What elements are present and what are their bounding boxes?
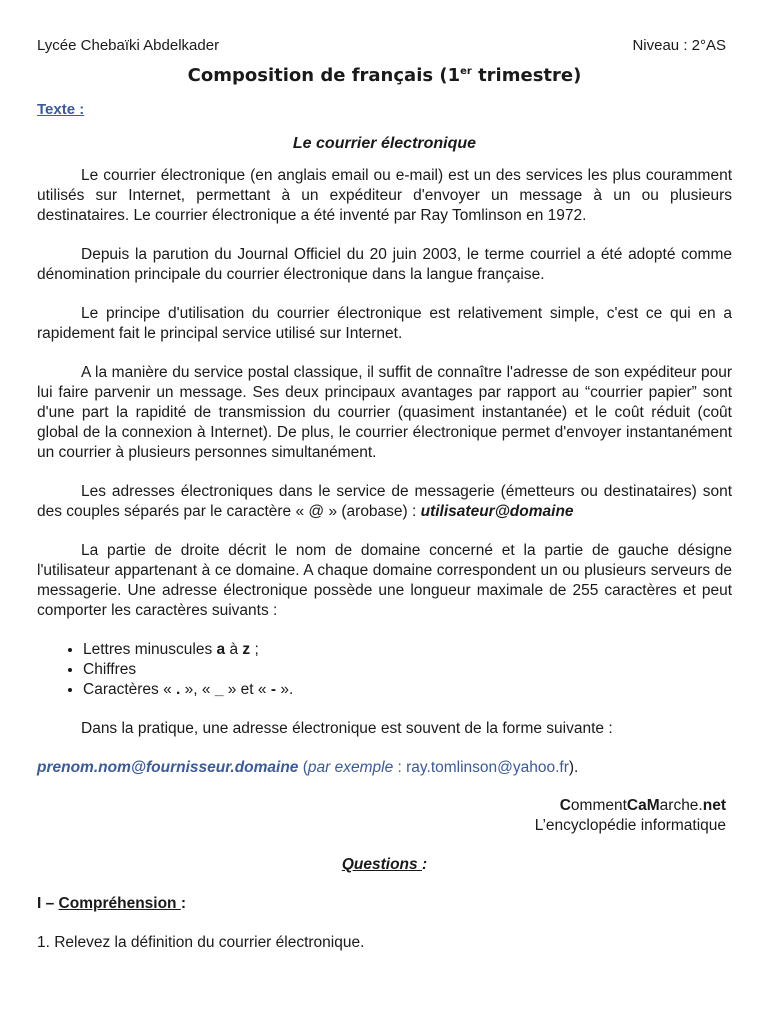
source-subtitle: L’encyclopédie informatique bbox=[534, 817, 726, 834]
document-page bbox=[37, 36, 732, 953]
page-title bbox=[37, 66, 732, 86]
section-comprehension: I – Compréhension : bbox=[37, 895, 187, 912]
allowed-characters-list bbox=[37, 640, 732, 700]
class-level: Niveau : 2°AS bbox=[632, 37, 726, 54]
list-item: • Caractères « . », « _ » et « - ». bbox=[83, 680, 732, 700]
paragraph-5 bbox=[37, 482, 732, 522]
address-format: utilisateur@domaine bbox=[420, 503, 574, 520]
header bbox=[37, 36, 726, 56]
email-example-line: prenom.nom@fournisseur.domaine (par exemple : ray.tomlinson@yahoo.fr). bbox=[37, 759, 579, 776]
list-item: • Chiffres bbox=[83, 660, 732, 680]
article-title: Le courrier électronique bbox=[292, 135, 477, 152]
paragraph-1: Le courrier électronique (en anglais email ou e-mail) est un des services les plus couramment utilisés sur Internet, permettant à un expéditeur d'envoyer un message à un ou plusieurs destinataires. Le courrier électronique a été inventé par Ray Tomlinson en 1972. bbox=[37, 167, 732, 224]
source-name: CommentCaMarche.net bbox=[559, 797, 726, 814]
paragraph-2: Depuis la parution du Journal Officiel du 20 juin 2003, le terme courriel a été adopté comme dénomination principale du courrier électronique dans la langue française. bbox=[37, 246, 732, 283]
title-superscript: er bbox=[460, 66, 472, 77]
school-name: Lycée Chebaïki Abdelkader bbox=[37, 37, 220, 54]
paragraph-3: Le principe d'utilisation du courrier électronique est relativement simple, c'est ce qui en a rapidement fait le principal service utilisé sur Internet. bbox=[37, 305, 732, 342]
paragraph-7: Dans la pratique, une adresse électronique est souvent de la forme suivante : bbox=[81, 720, 613, 737]
title-text: Composition de français (1 bbox=[187, 65, 461, 86]
questions-heading: Questions : bbox=[341, 856, 428, 873]
paragraph-5-text: Les adresses électroniques dans le service de messagerie (émetteurs ou destinataires) sont des couples séparés par le caractère « @ » (arobase) : bbox=[37, 483, 732, 520]
example-address: ray.tomlinson@yahoo.fr bbox=[406, 759, 569, 776]
title-text-end: trimestre) bbox=[471, 65, 582, 86]
paragraph-4: A la manière du service postal classique, il suffit de connaître l'adresse de son expéditeur pour lui faire parvenir un message. Ses deux principaux avantages par rapport au “courrier papier” sont d'une part la rapidité de transmission du courrier (quasiment instantanée) et le coût réduit (coût global de la connexion à Internet). De plus, le courrier électronique permet d'envoyer instantanément un courrier à plusieurs personnes simultanément. bbox=[37, 364, 732, 461]
texte-label: Texte : bbox=[37, 101, 85, 118]
list-item: • Lettres minuscules a à z ; bbox=[83, 640, 732, 660]
email-format: prenom.nom@fournisseur.domaine bbox=[37, 759, 299, 776]
paragraph-6: La partie de droite décrit le nom de domaine concerné et la partie de gauche désigne l'utilisateur appartenant à ce domaine. A chaque domaine correspondent un ou plusieurs serveurs de messagerie. Une adresse électronique possède une longueur maximale de 255 caractères et peut comporter les caractères suivants : bbox=[37, 542, 732, 619]
question-1: 1. Relevez la définition du courrier électronique. bbox=[37, 934, 365, 951]
